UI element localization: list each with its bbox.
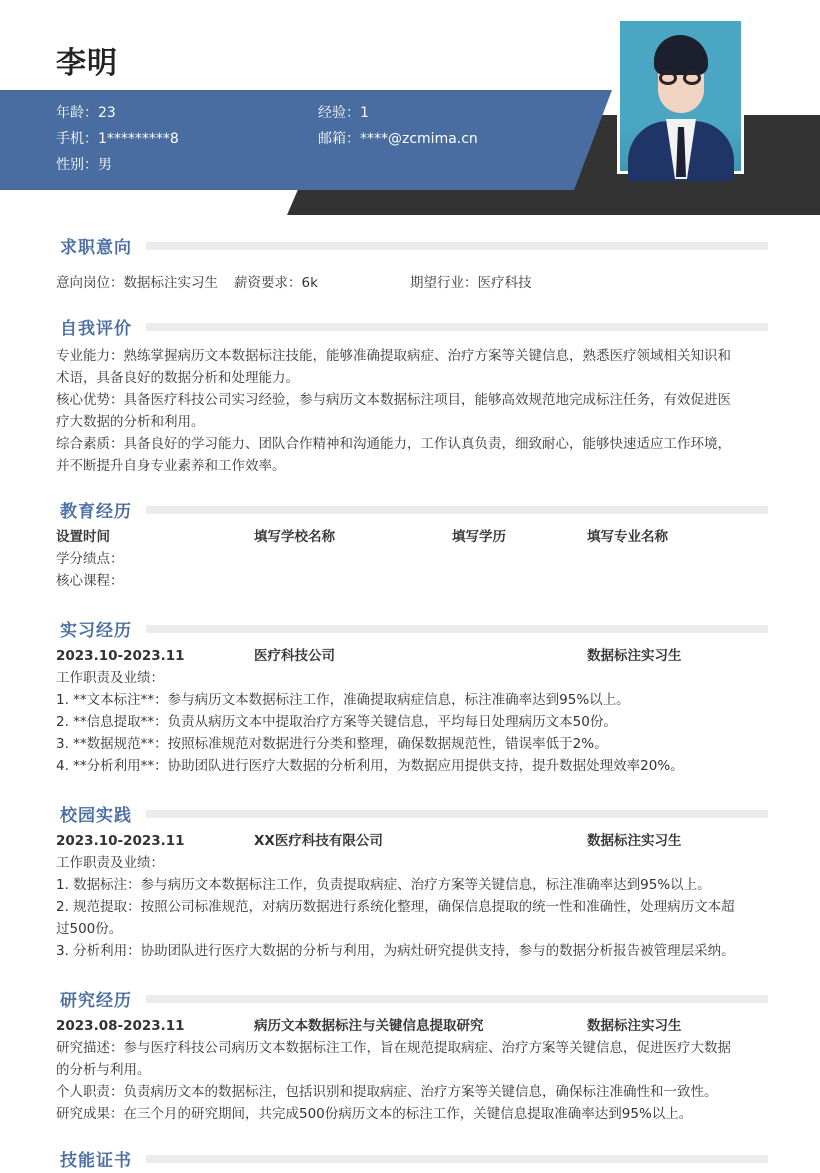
internship-period: 2023.10-2023.11 bbox=[56, 648, 185, 664]
campus-line: 3. 分析利用：协助团队进行医疗大数据的分析与利用，为病灶研究提供支持，参与的数据分析报告被管理层采纳。 bbox=[56, 943, 735, 959]
evaluation-line: 并不断提升自身专业素养和工作效率。 bbox=[56, 458, 286, 474]
campus-line: 1. 数据标注：参与病历文本数据标注工作，负责提取病症、治疗方案等关键信息，标注准确率达到95%以上。 bbox=[56, 877, 711, 893]
section-skills bbox=[56, 1143, 766, 1173]
research-row bbox=[56, 1015, 766, 1037]
section-divider-bar bbox=[146, 625, 768, 633]
evaluation-line: 核心优势：具备医疗科技公司实习经验，参与病历文本数据标注项目，能够高效规范地完成标注任务，有效促进医 bbox=[56, 392, 731, 408]
campus-company: XX医疗科技有限公司 bbox=[254, 833, 383, 849]
section-divider-bar bbox=[146, 323, 768, 331]
research-period: 2023.08-2023.11 bbox=[56, 1018, 185, 1034]
info-gender: 性别：男 bbox=[56, 157, 112, 173]
research-project: 病历文本数据标注与关键信息提取研究 bbox=[254, 1018, 484, 1034]
research-line: 研究描述：参与医疗科技公司病历文本数据标注工作，旨在规范提取病症、治疗方案等关键信息，促进医疗大数据 bbox=[56, 1040, 731, 1056]
section-title: 研究经历 bbox=[60, 990, 132, 1011]
education-major: 填写专业名称 bbox=[587, 529, 668, 545]
education-degree: 填写学历 bbox=[452, 529, 506, 545]
education-school: 填写学校名称 bbox=[254, 529, 335, 545]
expected-salary: 薪资要求：6k bbox=[234, 275, 318, 291]
section-header bbox=[56, 983, 766, 1013]
section-title: 实习经历 bbox=[60, 620, 132, 641]
section-internship bbox=[56, 613, 766, 798]
evaluation-line: 综合素质：具备良好的学习能力、团队合作精神和沟通能力，工作认真负责，细致耐心，能够快速适应工作环境， bbox=[56, 436, 731, 452]
info-experience: 经验：1 bbox=[318, 105, 369, 121]
internship-line: 4. **分析利用**：协助团队进行医疗大数据的分析利用，为数据应用提供支持，提升数据处理效率20%。 bbox=[56, 758, 684, 774]
resume-body bbox=[56, 230, 766, 1173]
research-role: 数据标注实习生 bbox=[587, 1018, 682, 1034]
education-time: 设置时间 bbox=[56, 529, 110, 545]
expected-industry: 期望行业：医疗科技 bbox=[410, 275, 532, 291]
section-header bbox=[56, 798, 766, 828]
section-self-evaluation bbox=[56, 311, 766, 494]
education-gpa: 学分绩点： bbox=[56, 551, 124, 567]
info-email: 邮箱：****@zcmima.cn bbox=[318, 131, 478, 147]
evaluation-line: 疗大数据的分析和利用。 bbox=[56, 414, 205, 430]
campus-period: 2023.10-2023.11 bbox=[56, 833, 185, 849]
profile-photo bbox=[617, 18, 744, 174]
section-divider-bar bbox=[146, 995, 768, 1003]
intended-position: 意向岗位：数据标注实习生 bbox=[56, 275, 218, 291]
candidate-name: 李明 bbox=[56, 46, 118, 81]
section-education bbox=[56, 494, 766, 613]
section-header bbox=[56, 311, 766, 341]
section-divider-bar bbox=[146, 1155, 768, 1163]
campus-role: 数据标注实习生 bbox=[587, 833, 682, 849]
section-title: 求职意向 bbox=[60, 237, 132, 258]
education-courses: 核心课程： bbox=[56, 573, 124, 589]
campus-row bbox=[56, 830, 766, 852]
research-line: 研究成果：在三个月的研究期间，共完成500份病历文本的标注工作，关键信息提取准确率达到95%以上。 bbox=[56, 1106, 693, 1122]
section-divider-bar bbox=[146, 810, 768, 818]
section-job-intention bbox=[56, 230, 766, 311]
section-research bbox=[56, 983, 766, 1143]
section-divider-bar bbox=[146, 506, 768, 514]
section-campus-practice bbox=[56, 798, 766, 983]
education-row bbox=[56, 526, 766, 548]
section-header bbox=[56, 613, 766, 643]
campus-line: 过500份。 bbox=[56, 921, 123, 937]
portrait-image bbox=[620, 21, 741, 171]
research-line: 个人职责：负责病历文本的数据标注，包括识别和提取病症、治疗方案等关键信息，确保标注准确性和一致性。 bbox=[56, 1084, 718, 1100]
internship-line: 1. **文本标注**：参与病历文本数据标注工作，准确提取病症信息，标注准确率达到95%以上。 bbox=[56, 692, 630, 708]
internship-line: 2. **信息提取**：负责从病历文本中提取治疗方案等关键信息，平均每日处理病历文本50份。 bbox=[56, 714, 617, 730]
section-divider-bar bbox=[146, 242, 768, 250]
resume-header bbox=[0, 0, 820, 220]
section-title: 技能证书 bbox=[60, 1150, 132, 1171]
section-title: 校园实践 bbox=[60, 805, 132, 826]
campus-line: 工作职责及业绩： bbox=[56, 855, 164, 871]
internship-company: 医疗科技公司 bbox=[254, 648, 335, 664]
internship-row bbox=[56, 645, 766, 667]
section-title: 教育经历 bbox=[60, 501, 132, 522]
section-header bbox=[56, 230, 766, 260]
section-header bbox=[56, 494, 766, 524]
evaluation-line: 术语，具备良好的数据分析和处理能力。 bbox=[56, 370, 299, 386]
section-header bbox=[56, 1143, 766, 1173]
campus-line: 2. 规范提取：按照公司标准规范，对病历数据进行系统化整理，确保信息提取的统一性和准确性，处理病历文本超 bbox=[56, 899, 735, 915]
section-title: 自我评价 bbox=[60, 318, 132, 339]
info-age: 年龄：23 bbox=[56, 105, 116, 121]
internship-line: 3. **数据规范**：按照标准规范对数据进行分类和整理，确保数据规范性，错误率低于2%。 bbox=[56, 736, 608, 752]
evaluation-line: 专业能力：熟练掌握病历文本数据标注技能，能够准确提取病症、治疗方案等关键信息，熟悉医疗领域相关知识和 bbox=[56, 348, 731, 364]
research-line: 的分析与利用。 bbox=[56, 1062, 151, 1078]
internship-line: 工作职责及业绩： bbox=[56, 670, 164, 686]
internship-role: 数据标注实习生 bbox=[587, 648, 682, 664]
job-intention-line bbox=[56, 272, 766, 294]
info-phone: 手机：1*********8 bbox=[56, 131, 179, 147]
